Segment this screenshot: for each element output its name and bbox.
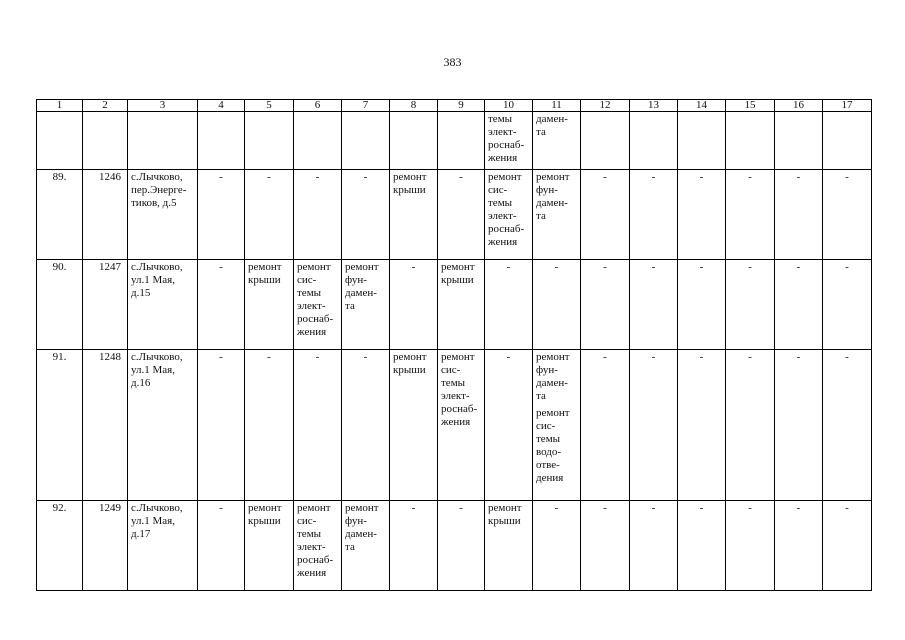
table-cell: - bbox=[845, 261, 849, 273]
table-cell: ремонт фун- дамен- та bbox=[536, 171, 570, 222]
table-cell: - bbox=[363, 351, 368, 363]
table-row bbox=[37, 501, 872, 591]
table-cell: ремонт сис- темы элект- роснаб- жения bbox=[297, 502, 334, 579]
table-cell: - bbox=[651, 261, 656, 273]
table-cell: - bbox=[603, 502, 607, 514]
address: с.Лычково, ул.1 Мая, д.15 bbox=[131, 261, 183, 299]
table-cell: - bbox=[651, 502, 656, 514]
table-cell: ремонт крыши bbox=[248, 261, 282, 286]
table-cell: - bbox=[267, 171, 271, 183]
table-cell: ремонт крыши bbox=[393, 171, 427, 196]
column-header: 16 bbox=[775, 100, 823, 112]
column-header: 10 bbox=[485, 100, 533, 112]
row-number: 89. bbox=[52, 171, 67, 183]
table-cell: - bbox=[748, 502, 752, 514]
table-cell: - bbox=[699, 171, 704, 183]
address: с.Лычково, ул.1 Мая, д.16 bbox=[131, 351, 183, 389]
row-number: 90. bbox=[52, 261, 67, 273]
table-cell: - bbox=[315, 171, 320, 183]
column-header: 13 bbox=[630, 100, 678, 112]
column-header: 12 bbox=[581, 100, 630, 112]
table-cell: - bbox=[603, 171, 607, 183]
page-number: 383 bbox=[443, 55, 462, 69]
table-cell: - bbox=[363, 171, 368, 183]
row-number: 91. bbox=[52, 351, 67, 363]
table-cell: - bbox=[315, 351, 320, 363]
table-cell: - bbox=[506, 351, 511, 363]
table-cell: ремонт сис- темы элект- роснаб- жения bbox=[441, 351, 478, 428]
table-cell: - bbox=[603, 351, 607, 363]
table-row bbox=[37, 260, 872, 350]
table-cell: ремонт сис- темы водо- отве- дения bbox=[536, 407, 570, 484]
table-cell: - bbox=[554, 502, 559, 514]
table-cell: - bbox=[219, 261, 223, 273]
row-number: 92. bbox=[52, 502, 67, 514]
table-cell: - bbox=[219, 171, 223, 183]
column-header: 15 bbox=[726, 100, 775, 112]
table-cell: - bbox=[651, 171, 656, 183]
table-cell: - bbox=[459, 171, 463, 183]
table-cell: - bbox=[267, 351, 271, 363]
column-header: 2 bbox=[83, 100, 128, 112]
header-row bbox=[37, 100, 872, 112]
table-cell: - bbox=[699, 351, 704, 363]
repair-schedule-table bbox=[36, 99, 872, 591]
table-cell: - bbox=[699, 261, 704, 273]
column-header: 6 bbox=[294, 100, 342, 112]
object-id: 1247 bbox=[99, 261, 121, 273]
table-cell: - bbox=[796, 171, 801, 183]
table-cell: ремонт фун- дамен- та bbox=[345, 261, 379, 312]
table-cell: - bbox=[603, 261, 607, 273]
object-id: 1246 bbox=[99, 171, 121, 183]
table-cell: - bbox=[748, 171, 752, 183]
table-cell: - bbox=[748, 351, 752, 363]
table-cell: - bbox=[748, 261, 752, 273]
column-header: 3 bbox=[128, 100, 198, 112]
table-cell: дамен- та bbox=[536, 113, 568, 138]
address: с.Лычково, пер.Энерге- тиков, д.5 bbox=[131, 171, 187, 209]
continuation-row bbox=[37, 112, 872, 170]
table-cell: ремонт сис- темы элект- роснаб- жения bbox=[297, 261, 334, 338]
table-cell: - bbox=[796, 351, 801, 363]
column-header: 14 bbox=[678, 100, 726, 112]
table-cell: - bbox=[845, 351, 849, 363]
table-cell: - bbox=[845, 502, 849, 514]
table-row bbox=[37, 350, 872, 501]
table-cell: ремонт крыши bbox=[393, 351, 427, 376]
table-cell: - bbox=[796, 261, 801, 273]
column-header: 17 bbox=[823, 100, 872, 112]
table-row bbox=[37, 170, 872, 260]
column-header: 4 bbox=[198, 100, 245, 112]
table-cell: - bbox=[699, 502, 704, 514]
table-cell: ремонт крыши bbox=[488, 502, 522, 527]
table-cell: - bbox=[411, 502, 416, 514]
table-cell: ремонт крыши bbox=[248, 502, 282, 527]
table-cell: - bbox=[219, 502, 223, 514]
address: с.Лычково, ул.1 Мая, д.17 bbox=[131, 502, 183, 540]
table-cell: ремонт фун- дамен- та bbox=[345, 502, 379, 553]
table-cell: - bbox=[554, 261, 559, 273]
table-cell: - bbox=[506, 261, 511, 273]
table-cell: ремонт фун- дамен- та bbox=[536, 351, 570, 402]
table-cell: - bbox=[796, 502, 801, 514]
column-header: 1 bbox=[37, 100, 83, 112]
object-id: 1248 bbox=[99, 351, 121, 363]
table-cell: ремонт сис- темы элект- роснаб- жения bbox=[488, 171, 525, 248]
table-cell: - bbox=[219, 351, 223, 363]
table-cell: - bbox=[845, 171, 849, 183]
table-cell: ремонт крыши bbox=[441, 261, 475, 286]
table-cell: - bbox=[651, 351, 656, 363]
column-header: 7 bbox=[342, 100, 390, 112]
table-cell: - bbox=[459, 502, 463, 514]
column-header: 11 bbox=[533, 100, 581, 112]
table-cell: - bbox=[411, 261, 416, 273]
column-header: 9 bbox=[438, 100, 485, 112]
column-header: 5 bbox=[245, 100, 294, 112]
column-header: 8 bbox=[390, 100, 438, 112]
table-cell: темы элект- роснаб- жения bbox=[488, 113, 525, 164]
object-id: 1249 bbox=[99, 502, 121, 514]
